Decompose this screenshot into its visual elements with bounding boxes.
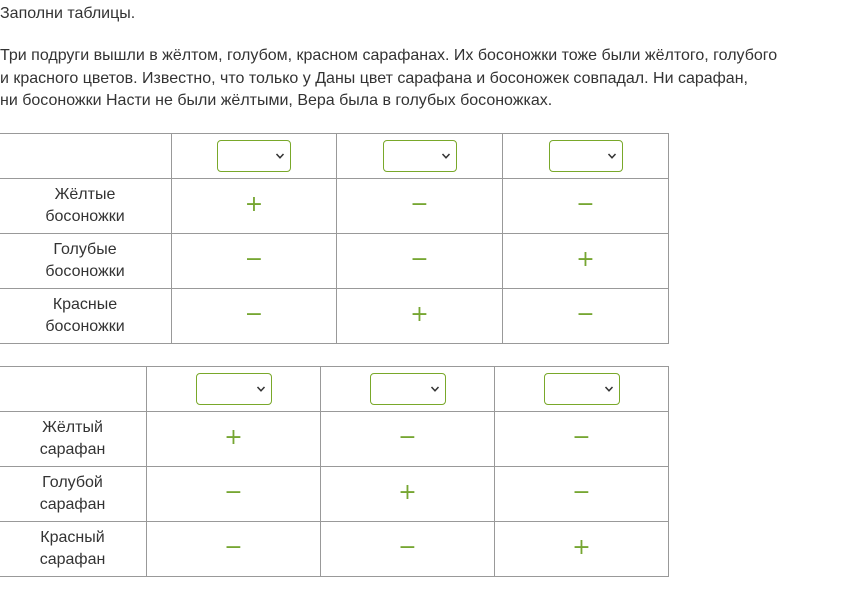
header-cell — [337, 134, 503, 179]
table-cell[interactable] — [172, 179, 337, 234]
table-header-row — [0, 367, 669, 412]
cell-mark: − — [224, 480, 243, 505]
row-label-line: сарафан — [39, 441, 106, 458]
cell-mark: + — [572, 535, 591, 560]
table-cell[interactable] — [147, 412, 321, 467]
table-cell[interactable] — [337, 234, 503, 289]
table-cell[interactable] — [495, 467, 669, 522]
cell-mark: + — [576, 247, 595, 272]
cell-mark: − — [224, 535, 243, 560]
cell-mark: − — [576, 302, 595, 327]
girl-select-2[interactable] — [383, 140, 457, 172]
row-label-line: сарафан — [39, 496, 106, 513]
task-description-line: ни босоножки Насти не были жёлтыми, Вера была в голубых босоножках. — [0, 92, 553, 109]
girl-select-3[interactable] — [549, 140, 623, 172]
table-cell[interactable] — [495, 522, 669, 577]
table-cell[interactable] — [172, 234, 337, 289]
cell-mark: − — [244, 247, 264, 272]
cell-mark: − — [410, 192, 429, 217]
row-label-line: босоножки — [45, 263, 125, 280]
cell-mark: − — [244, 302, 264, 327]
table-header-row — [0, 134, 669, 179]
sandals-table — [0, 133, 669, 344]
row-label-line: Красные — [52, 296, 118, 313]
chevron-down-icon — [256, 384, 266, 394]
cell-mark: + — [224, 425, 243, 450]
chevron-down-icon — [607, 151, 617, 161]
table-cell[interactable] — [321, 412, 495, 467]
girl-select-1[interactable] — [196, 373, 272, 405]
table-row — [0, 412, 669, 467]
table-row — [0, 467, 669, 522]
table-row — [0, 522, 669, 577]
row-label-line: сарафан — [39, 551, 106, 568]
table-row — [0, 234, 669, 289]
table-cell[interactable] — [172, 289, 337, 344]
cell-mark: − — [398, 425, 417, 450]
chevron-down-icon — [604, 384, 614, 394]
chevron-down-icon — [275, 151, 285, 161]
cell-mark: + — [398, 480, 417, 505]
table-cell[interactable] — [337, 289, 503, 344]
table-cell[interactable] — [337, 179, 503, 234]
row-label — [0, 467, 147, 522]
table-cell[interactable] — [321, 522, 495, 577]
row-label — [0, 234, 172, 289]
girl-select-2[interactable] — [370, 373, 446, 405]
girl-select-1[interactable] — [217, 140, 291, 172]
sundress-table — [0, 366, 669, 577]
table-cell[interactable] — [503, 289, 669, 344]
header-cell — [495, 367, 669, 412]
row-label-line: Голубые — [53, 241, 117, 258]
row-label-line: Голубой — [42, 474, 103, 491]
task-description-line: Три подруги вышли в жёлтом, голубом, красном сарафанах. Их босоножки тоже были жёлтого, голубого — [0, 47, 778, 64]
table-cell[interactable] — [495, 412, 669, 467]
row-label-line: Жёлтый — [42, 419, 103, 436]
row-label-line: босоножки — [45, 208, 125, 225]
header-cell — [172, 134, 337, 179]
cell-mark: − — [398, 535, 417, 560]
row-label-line: Красный — [40, 529, 105, 546]
table-cell[interactable] — [503, 179, 669, 234]
header-cell — [503, 134, 669, 179]
corner-cell — [0, 134, 172, 179]
task-description-line: и красного цветов. Известно, что только у Даны цвет сарафана и босоножек совпадал. Ни сарафан, — [0, 69, 748, 87]
row-label — [0, 522, 147, 577]
header-cell — [147, 367, 321, 412]
task-title: Заполни таблицы. — [0, 5, 136, 22]
cell-mark: − — [572, 425, 591, 450]
row-label — [0, 412, 147, 467]
row-label-line: босоножки — [45, 318, 125, 335]
corner-cell — [0, 367, 147, 412]
table-row — [0, 289, 669, 344]
table-cell[interactable] — [147, 522, 321, 577]
chevron-down-icon — [430, 384, 440, 394]
cell-mark: + — [410, 302, 429, 327]
row-label-line: Жёлтые — [54, 186, 116, 203]
cell-mark: − — [410, 247, 429, 272]
table-cell[interactable] — [321, 467, 495, 522]
table-row — [0, 179, 669, 234]
row-label — [0, 179, 172, 234]
task-description — [0, 45, 853, 113]
cell-mark: − — [572, 480, 591, 505]
table-cell[interactable] — [147, 467, 321, 522]
cell-mark: + — [244, 192, 264, 217]
girl-select-3[interactable] — [544, 373, 620, 405]
row-label — [0, 289, 172, 344]
cell-mark: − — [576, 192, 595, 217]
header-cell — [321, 367, 495, 412]
chevron-down-icon — [441, 151, 451, 161]
table-cell[interactable] — [503, 234, 669, 289]
